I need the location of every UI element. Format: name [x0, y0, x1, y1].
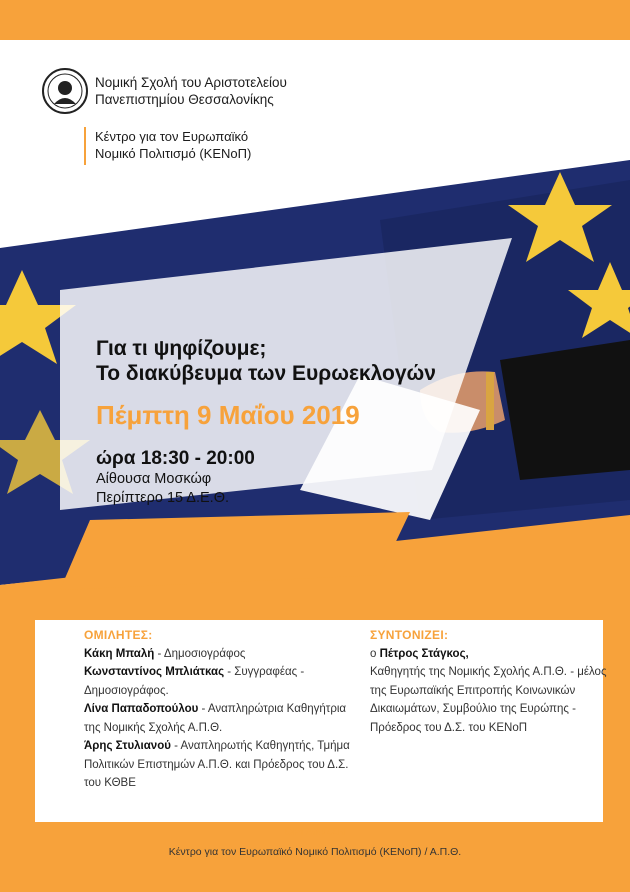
speaker-role: - Αναπληρώτρια Καθηγήτρια της Νομικής Σχολής Α.Π.Θ.	[84, 703, 347, 734]
speaker-name: Λίνα Παπαδοπούλου	[84, 703, 199, 715]
chair-name: Πέτρος Στάγκος,	[379, 647, 469, 660]
speaker-role: - Δημοσιογράφος	[154, 647, 246, 660]
venue-pavilion: Περίπτερο 15 Δ.Ε.Θ.	[96, 490, 230, 506]
speaker-role: - Αναπληρωτής Καθηγητής, Τμήμα Πολιτικών Επιστημών Α.Π.Θ. και Πρόεδρος του Δ.Σ. του ΚΘΒΕ	[84, 740, 350, 789]
organiser-heading: ΟΡΓΑΝΩΣΗ	[284, 826, 346, 838]
university-name	[95, 74, 287, 108]
speaker-name: Κωνσταντίνος Μπλιάτκας	[84, 666, 225, 678]
speaker-name: Κάκη Μπαλή	[84, 647, 155, 660]
bottom-orange-band	[0, 870, 630, 892]
chair-heading: ΣΥΝΤΟΝΙΖΕΙ:	[370, 628, 449, 642]
university-name-line1: Νομική Σχολή του Αριστοτελείου	[95, 75, 287, 90]
divider-bar	[84, 127, 86, 165]
chair-description: Καθηγητής της Νομικής Σχολής Α.Π.Θ. - μέλος της Ευρωπαϊκής Επιτροπής Κοινωνικών Δικαιωμάτων, Συμβούλιο της Ευρώπης - Πρόεδρος του Δ.Σ. του ΚΕΝοΠ	[370, 666, 607, 734]
centre-name-line2: Νομικό Πολιτισμό (ΚΕΝοΠ)	[95, 146, 252, 161]
event-time: ώρα 18:30 - 20:00	[96, 448, 255, 469]
chair-section	[370, 626, 610, 737]
organiser-text: Κέντρο για τον Ευρωπαϊκό Νομικό Πολιτισμό (ΚΕΝοΠ) / Α.Π.Θ.	[168, 846, 462, 858]
speaker-role: - Συγγραφέας - Δημοσιογράφος.	[84, 666, 305, 697]
speaker-item	[84, 663, 364, 700]
chair-name-line	[370, 645, 610, 664]
centre-name	[95, 128, 251, 162]
event-date: Πέμπτη 9 Μαΐου 2019	[96, 400, 360, 430]
centre-name-line1: Κέντρο για τον Ευρωπαϊκό	[95, 129, 249, 144]
speaker-item	[84, 737, 364, 793]
bracelet	[486, 372, 494, 430]
event-title-line2: Το διακύβευμα των Ευρωεκλογών	[96, 362, 436, 385]
venue-room: Αίθουσα Μοσκώφ	[96, 471, 212, 487]
university-seal-icon	[42, 68, 88, 114]
event-venue	[96, 470, 229, 508]
speakers-section	[84, 626, 364, 793]
speakers-heading: ΟΜΙΛΗΤΕΣ:	[84, 628, 153, 642]
event-title	[96, 336, 436, 386]
chair-prefix: ο	[370, 647, 380, 660]
speaker-item	[84, 645, 364, 664]
hand-sleeve	[500, 340, 630, 480]
university-name-line2: Πανεπιστημίου Θεσσαλονίκης	[95, 92, 274, 107]
speaker-name: Άρης Στυλιανού	[84, 740, 171, 752]
speaker-item	[84, 700, 364, 737]
event-title-line1: Για τι ψηφίζουμε;	[96, 337, 267, 360]
